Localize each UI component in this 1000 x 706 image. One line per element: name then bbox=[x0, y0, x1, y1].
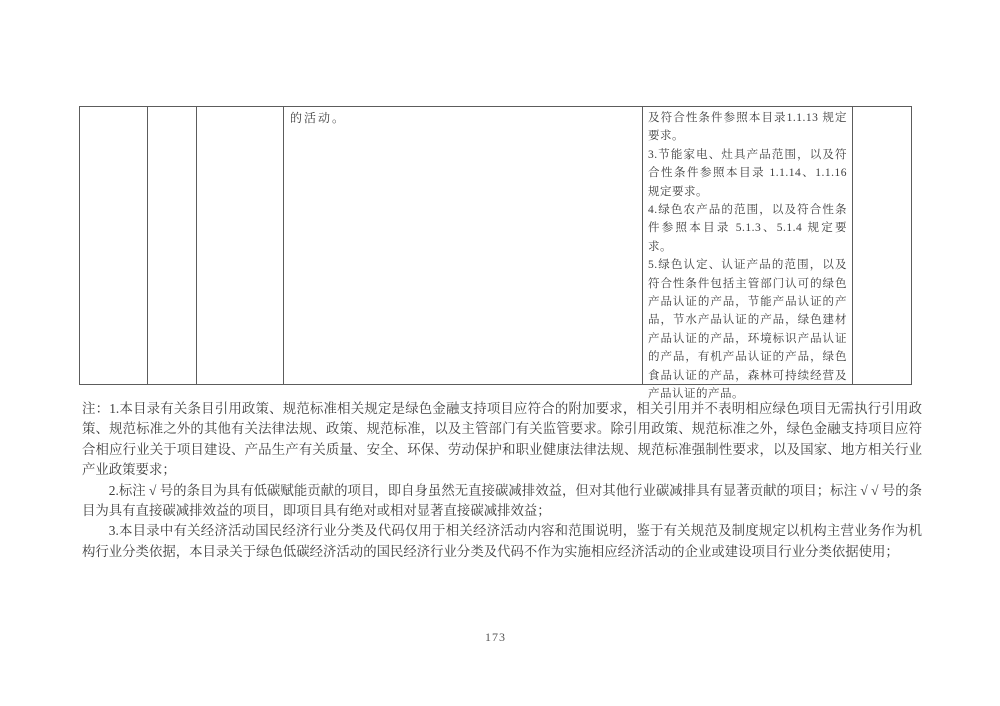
footnote-2: 2.标注 √ 号的条目为具有低碳赋能贡献的项目，即自身虽然无直接碳减排效益，但对其他行业碳减排具有显著贡献的项目；标注 √ √ 号的条目为具有直接碳减排效益的项目，即项目具有绝对或相对显著直接碳减排效益； bbox=[82, 482, 922, 519]
conditions-paragraph: 及符合性条件参照本目录1.1.13 规定要求。 bbox=[648, 112, 847, 143]
conditions-paragraph: 5.绿色认定、认证产品的范围，以及符合性条件包括主管部门认可的绿色产品认证的产品，节能产品认证的产品，节水产品认证的产品，绿色建材产品认证的产品，环境标识产品认证的产品，有机产品认证的产品，绿色食品认证的产品，森林可持续经营及产品认证的产品。 bbox=[648, 259, 847, 401]
table-cell-conditions bbox=[643, 107, 853, 401]
footnote-1: 注：1.本目录有关条目引用政策、规范标准相关规定是绿色金融支持项目应符合的附加要求，相关引用并不表明相应绿色项目无需执行引用政策、规范标准之外的其他有关法律法规、政策、规范标准，以及主管部门有关监管要求。除引用政策、规范标准之外，绿色金融支持项目应符合相应行业关于项目建设、产品生产有关质量、安全、环保、劳动保护和职业健康法律法规、规范标准强制性要求，以及国家、地方相关行业产业政策要求； bbox=[82, 401, 922, 478]
table-cell-description bbox=[284, 107, 643, 384]
catalogue-table bbox=[79, 106, 912, 401]
table-cell-col1-empty bbox=[80, 107, 148, 384]
table-cell-col3-empty bbox=[197, 107, 284, 384]
conditions-paragraph: 3.节能家电、灶具产品范围，以及符合性条件参照本目录 1.1.14、1.1.16 规定要求。 bbox=[648, 148, 847, 198]
description-continuation-text: 的活动。 bbox=[290, 111, 347, 125]
table-cell-col2-empty bbox=[148, 107, 197, 384]
page-number: 173 bbox=[485, 630, 506, 644]
conditions-paragraph: 4.绿色农产品的范围，以及符合性条件参照本目录 5.1.3、5.1.4 规定要求。 bbox=[648, 204, 847, 253]
footnotes-section bbox=[82, 399, 922, 562]
footnote-3: 3.本目录中有关经济活动国民经济行业分类及代码仅用于相关经济活动内容和范围说明，鉴于有关规范及制度规定以机构主营业务作为机构行业分类依据，本目录关于绿色低碳经济活动的国民经济行业分类及代码不作为实施相应经济活动的企业或建设项目行业分类依据使用； bbox=[82, 523, 922, 559]
table-cell-col6-empty bbox=[853, 107, 911, 384]
